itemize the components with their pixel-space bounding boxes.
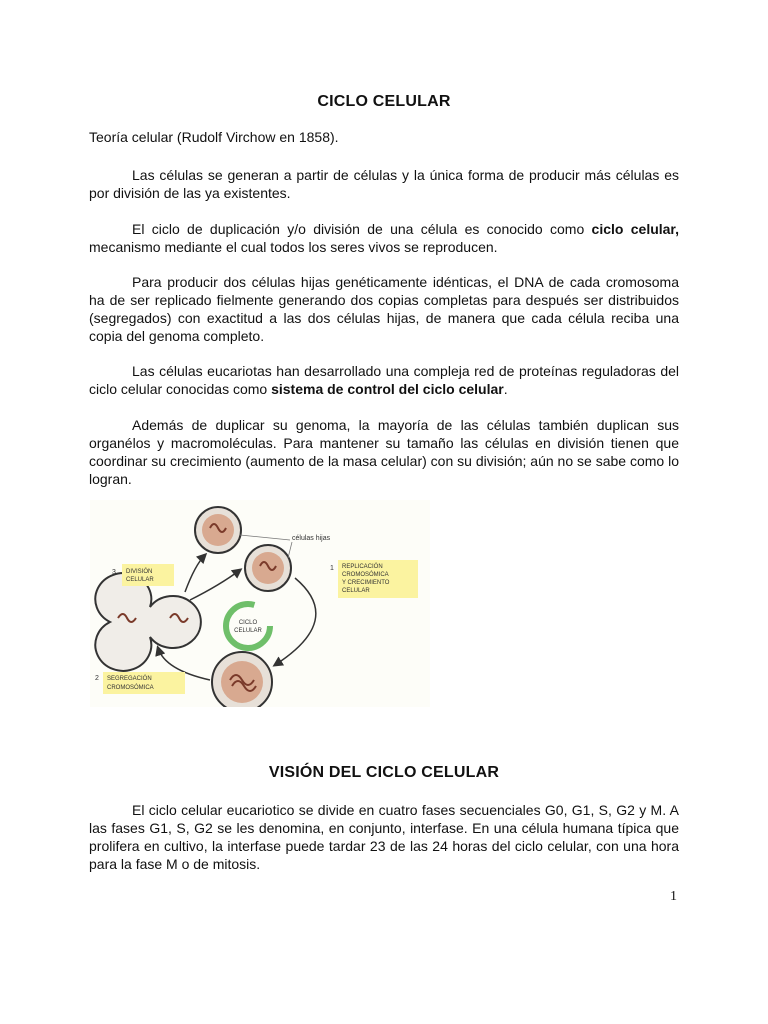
paragraph-4-text-b: . — [503, 381, 508, 397]
label1-number: 1 — [330, 565, 334, 572]
label1-line3: Y CRECIMIENTO — [342, 580, 390, 586]
label1-line2: CROMOSÓMICA — [342, 572, 389, 578]
paragraph-4-text-a: Las células eucariotas han desarrollado una compleja red de proteínas reguladoras del ciclo celular conocidas como — [89, 363, 679, 397]
paragraph-3: Para producir dos células hijas genéticamente idénticas, el DNA de cada cromosoma ha de ser replicado fielmente generando dos copias completas para después ser distribuidos (segregados) con exactitud a las dos células hijas, de manera que cada célula reciba una copia del genoma completo. — [89, 274, 679, 344]
paragraph-6: El ciclo celular eucariotico se divide en cuatro fases secuenciales G0, G1, S, G2 y M. A las fases G1, S, G2 se les denomina, en conjunto, interfase. En una célula humana típica que prolifera en cultivo, la interfase puede tardar 23 de las 24 horas del ciclo celular, con una hora para la fase M o de mitosis. — [89, 802, 679, 872]
paragraph-intro: Teoría celular (Rudolf Virchow en 1858). — [89, 129, 339, 145]
label2-number: 2 — [95, 675, 99, 682]
paragraph-2-bold: ciclo celular, — [591, 221, 679, 237]
paragraph-2-text-b: mecanismo mediante el cual todos los seres vivos se reproducen. — [89, 239, 498, 255]
center-label-line1: CICLO — [238, 620, 258, 626]
label1-line4: CELULAR — [342, 588, 370, 594]
paragraph-2-text-a: El ciclo de duplicación y/o división de una célula es conocido como — [132, 221, 592, 237]
label1-line1: REPLICACIÓN — [342, 564, 383, 570]
paragraph-1: Las células se generan a partir de células y la única forma de producir más células es por división de las ya existentes. — [89, 167, 679, 201]
label-celulas-hijas: células hijas — [292, 535, 331, 542]
cell-cycle-diagram — [90, 500, 430, 707]
daughter-cell-top — [195, 507, 241, 553]
page-number: 1 — [670, 889, 677, 904]
label3-line2: CELULAR — [126, 577, 154, 583]
label3-number: 3 — [112, 569, 116, 576]
paragraph-4-bold: sistema de control del ciclo celular — [271, 381, 504, 397]
label2-line2: CROMOSÓMICA — [107, 685, 154, 691]
paragraph-5: Además de duplicar su genoma, la mayoría de las células también duplican sus organélos y macromoléculas. Para mantener su tamaño las células en división tienen que coordinar su crecimiento (aumento de la masa celular) con su división; aún no se sabe como lo logran. — [89, 417, 679, 487]
paragraph-2 — [89, 220, 679, 256]
daughter-cell-right — [245, 545, 291, 591]
label2-line1: SEGREGACIÓN — [107, 676, 152, 682]
replicated-cell-bottom — [212, 652, 272, 707]
section-title: VISIÓN DEL CICLO CELULAR — [268, 764, 500, 781]
label3-line1: DIVISIÓN — [126, 569, 153, 575]
page-title: CICLO CELULAR — [317, 93, 451, 110]
center-label-line2: CELULAR — [234, 628, 262, 634]
paragraph-4 — [89, 362, 679, 398]
